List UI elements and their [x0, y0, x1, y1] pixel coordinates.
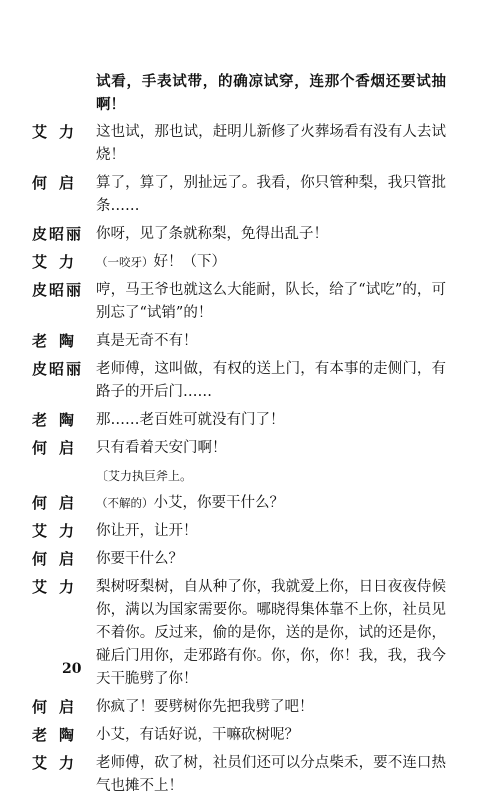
spoken-text: 梨树呀梨树，自从种了你，我就爱上你，日日夜夜侍候你，满以为国家需要你。哪晓得集体靠不上你，社员见不着你。反过来，偷的是你，送的是你，试的还是你，碰后门用你，走邪路有你。你，你，你！我，我，我今天干脆劈了你！ — [96, 579, 446, 687]
speaker-name: 艾力 — [32, 754, 87, 772]
spoken-text: 你呀，见了条就称梨，免得出乱子！ — [96, 226, 328, 242]
spoken-text: 老师傅，这叫做，有权的送上门，有本事的走侧门，有路子的开后门…… — [96, 361, 446, 400]
spoken-text: 你让开，让开！ — [96, 523, 198, 539]
dialogue-line — [0, 752, 485, 798]
spoken-text: 算了，算了，别扯远了。我看，你只管种梨，我只管批条…… — [96, 175, 446, 214]
dialogue-line — [0, 121, 485, 167]
dialogue-text — [96, 330, 446, 353]
dialogue-text — [96, 70, 446, 116]
speaker-name: 皮昭丽 — [32, 360, 84, 378]
dialogue-text — [96, 409, 446, 432]
dialogue-text — [96, 358, 446, 404]
speaker-name: 艾力 — [32, 123, 87, 141]
dialogue-text — [96, 520, 446, 543]
dialogue-text — [96, 696, 446, 719]
dialogue-text — [96, 724, 446, 747]
spoken-text: 小艾，你要干什么？ — [153, 495, 284, 511]
speaker-name: 何启 — [32, 439, 87, 457]
dialogue-line — [0, 696, 485, 719]
spoken-text: 只有看着天安门啊！ — [96, 440, 227, 456]
spoken-text: 你要干什么？ — [96, 551, 183, 567]
speaker-name: 老陶 — [32, 411, 87, 429]
speaker-name: 皮昭丽 — [32, 281, 84, 299]
speaker-name: 何启 — [32, 494, 87, 512]
dialogue-text — [96, 548, 446, 571]
spoken-text: 小艾，有话好说，干嘛砍树呢？ — [96, 727, 299, 743]
speaker-name: 艾力 — [32, 578, 87, 596]
dialogue-line — [0, 520, 485, 543]
speaker-name: 何启 — [32, 698, 87, 716]
stage-aside: （不解的） — [96, 496, 154, 510]
dialogue-line — [0, 437, 485, 460]
dialogue-line — [0, 409, 485, 432]
dialogue-text — [96, 121, 446, 167]
dialogue-text — [96, 279, 446, 325]
dialogue-text — [96, 251, 446, 274]
speaker-name: 老陶 — [32, 726, 87, 744]
spoken-text: 老师傅，砍了树，社员们还可以分点柴禾，要不连口热气也摊不上！ — [96, 755, 446, 794]
dialogue-text — [96, 492, 446, 515]
speaker-name: 何启 — [32, 550, 87, 568]
spoken-text: 哼，马王爷也就这么大能耐，队长，给了“试吃”的，可别忘了“试销”的！ — [96, 282, 446, 321]
dialogue-text — [96, 172, 446, 218]
spoken-text: 那……老百姓可就没有门了！ — [96, 412, 285, 428]
stage-aside: （一咬牙） — [96, 255, 154, 269]
dialogue-line — [0, 358, 485, 404]
dialogue-line — [0, 724, 485, 747]
dialogue-line — [0, 492, 485, 515]
dialogue-line — [0, 330, 485, 353]
speaker-name: 艾力 — [32, 253, 87, 271]
spoken-text: 你疯了！要劈树你先把我劈了吧！ — [96, 699, 314, 715]
speaker-name: 艾力 — [32, 522, 87, 540]
dialogue-continuation — [0, 70, 485, 116]
speaker-name: 老陶 — [32, 332, 87, 350]
speaker-name: 皮昭丽 — [32, 225, 84, 243]
speaker-name: 何启 — [32, 174, 87, 192]
dialogue-line — [0, 223, 485, 246]
dialogue-text — [96, 437, 446, 460]
spoken-text: 好！（下） — [153, 254, 226, 270]
dialogue-text — [96, 223, 446, 246]
spoken-text: 真是无奇不有！ — [96, 333, 198, 349]
script-body — [0, 70, 485, 803]
dialogue-line — [0, 172, 485, 218]
spoken-text: 试看，手表试带，的确凉试穿，连那个香烟还要试抽啊！ — [96, 73, 446, 113]
dialogue-line — [0, 251, 485, 274]
dialogue-text — [96, 576, 446, 691]
dialogue-text — [96, 752, 446, 798]
dialogue-line — [0, 279, 485, 325]
spoken-text: 这也试，那也试，赶明儿新修了火葬场看有没有人去试烧！ — [96, 124, 446, 163]
stage-direction: 〔艾力执巨斧上。 — [96, 469, 193, 483]
dialogue-line — [0, 548, 485, 571]
page-number: 20 — [62, 661, 82, 677]
